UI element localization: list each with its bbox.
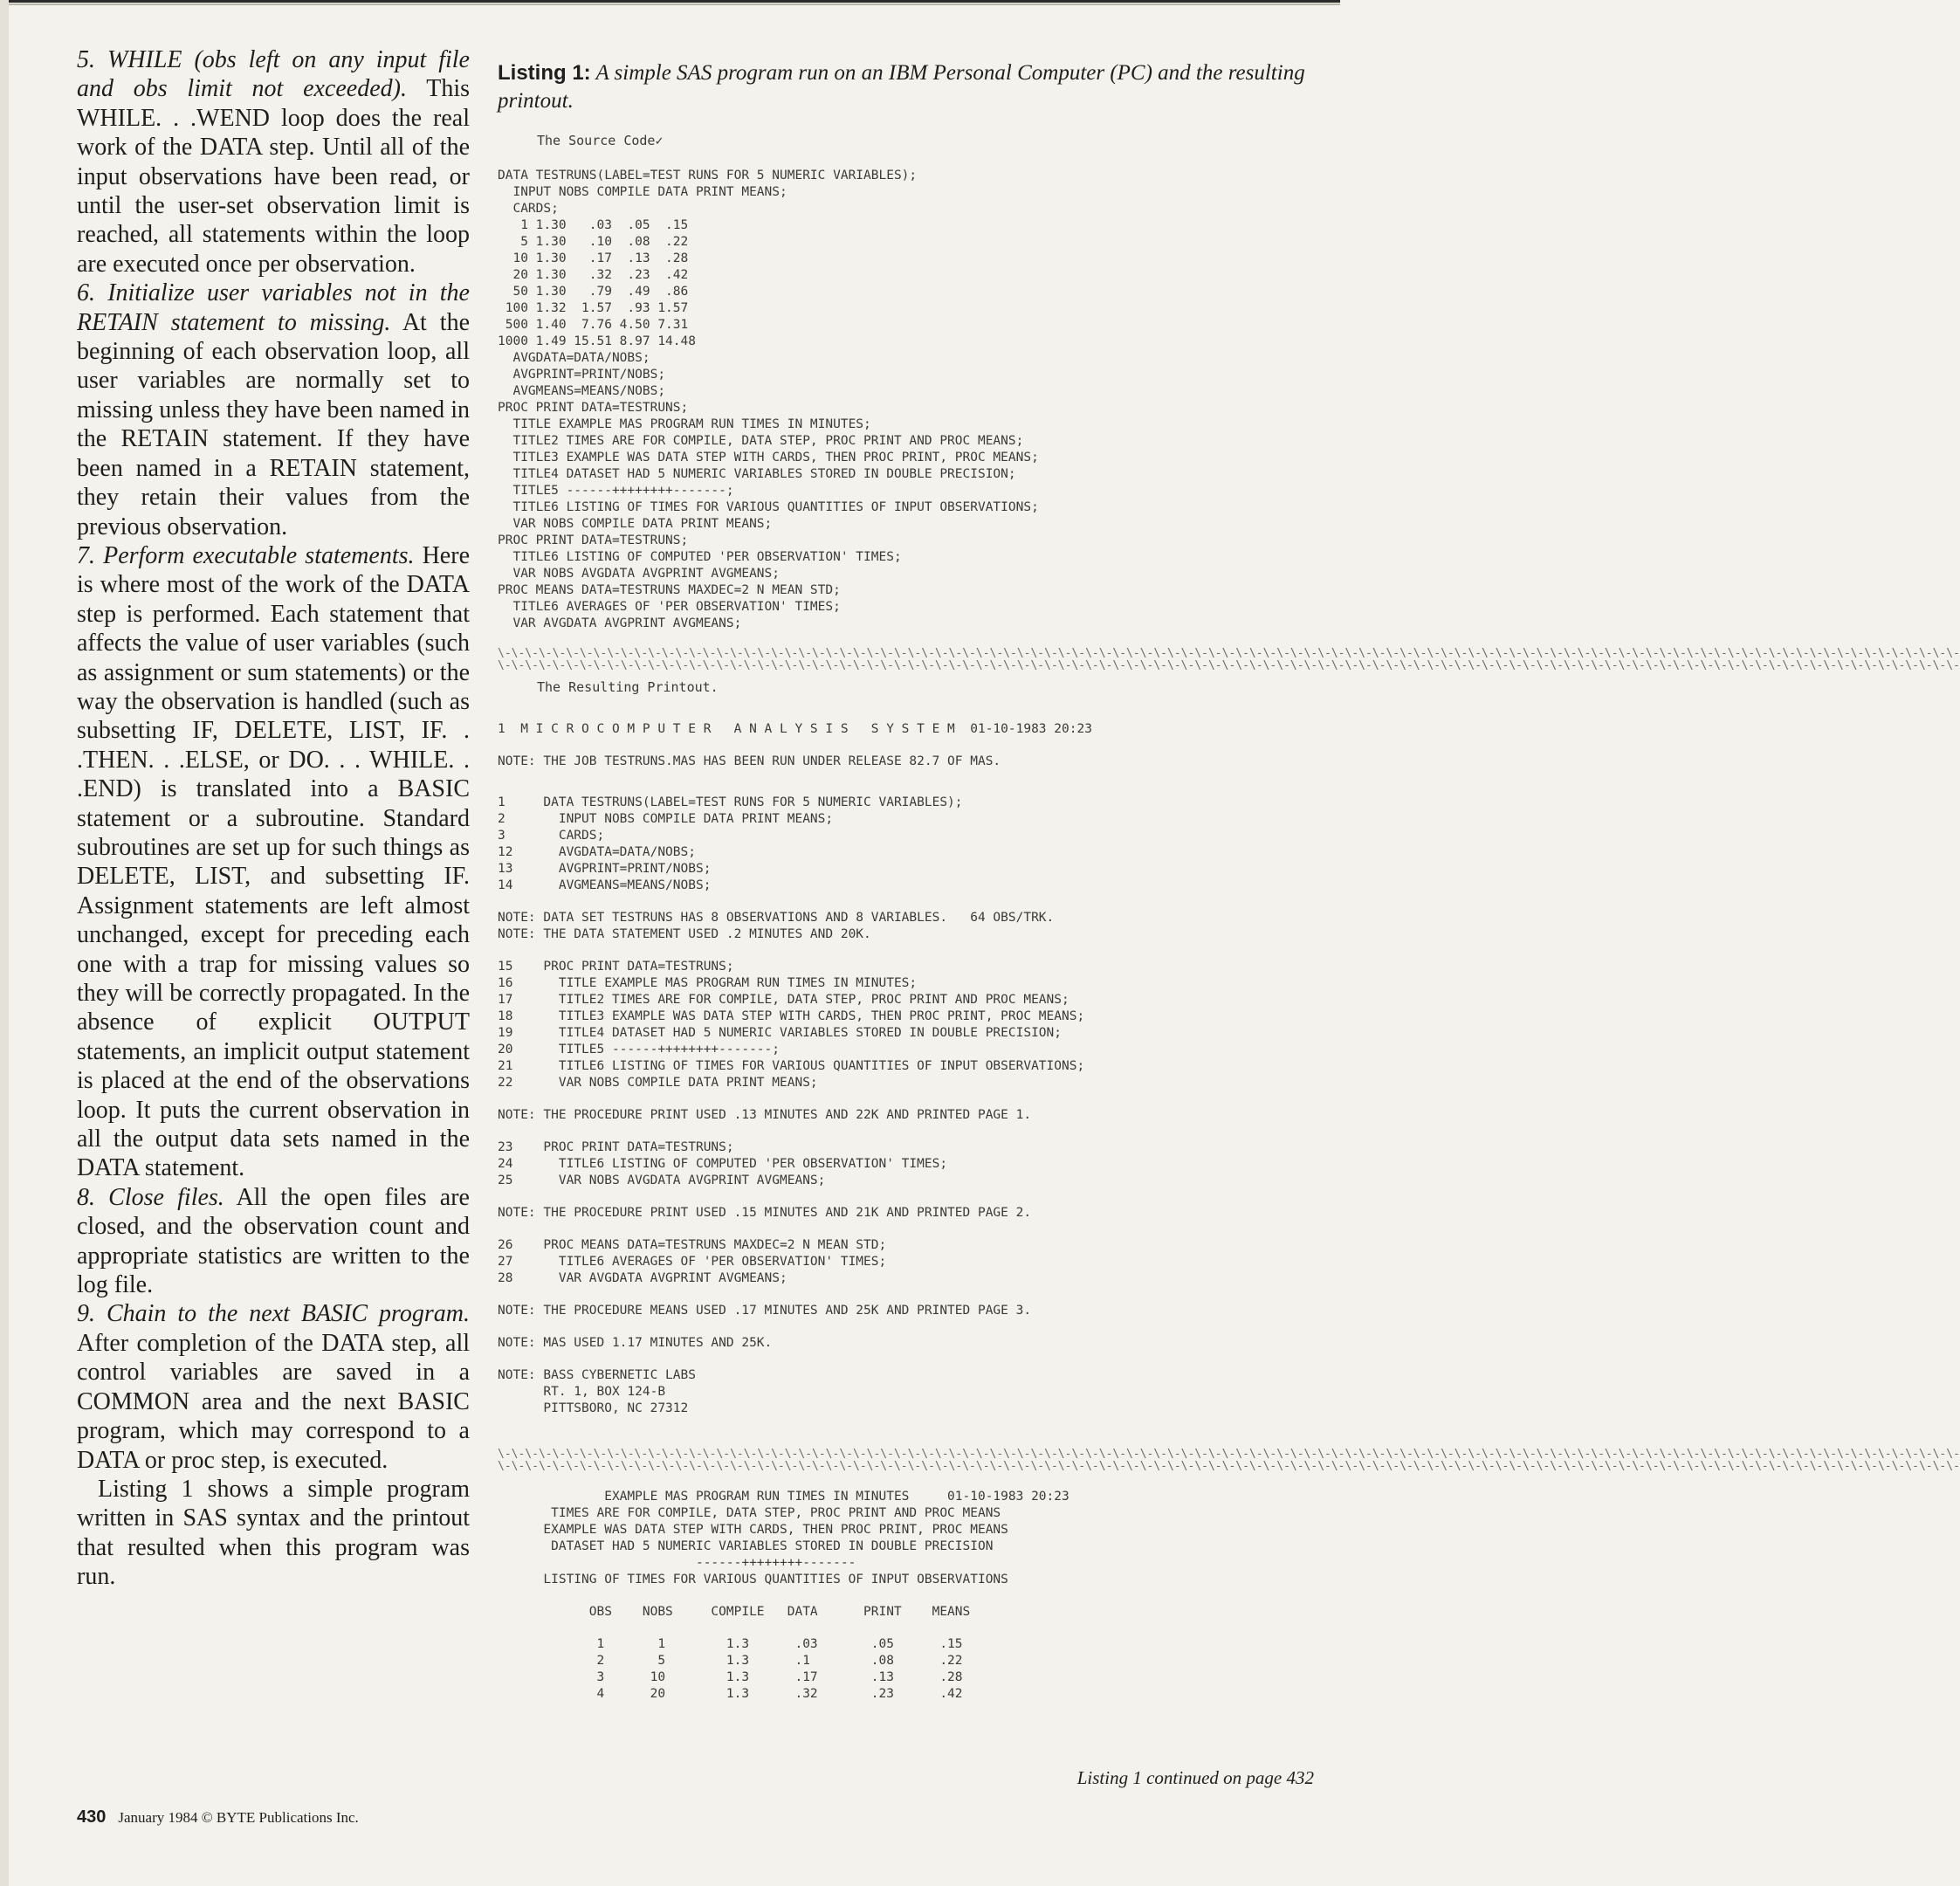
note-total: NOTE: MAS USED 1.17 MINUTES AND 25K. <box>498 1336 773 1350</box>
paragraph-6-head: 6. Initialize user variables not in the RETAIN statement to missing. <box>77 279 470 336</box>
code-line: 500 1.40 7.76 4.50 7.31 <box>498 318 689 332</box>
section-divider: \-\-\-\-\-\-\-\-\-\-\-\-\-\-\-\-\-\-\-\-\-\-\-\-\-\-\-\-\-\-\-\-\-\-\-\-\-\-\-\-\-\-\-\-\-\-\-\-\-\-\-\-\-\-\-\-\-\-\-\-\-\-\-\-\-\-\-\-\-\-\-\-\-\-\-\-\-\-\-\-\-\-\-\-\-\-\-\-\-\-\-\-\-\-\-\-\-\-\-\-\-\-\-\-\-\-\- <box>498 1460 1960 1473</box>
page-title-line: TIMES ARE FOR COMPILE, DATA STEP, PROC PRINT AND PROC MEANS <box>498 1506 1001 1520</box>
top-rule <box>0 0 1340 3</box>
table-rows <box>498 1636 1318 1703</box>
continued-note: Listing 1 continued on page 432 <box>1076 1767 1314 1788</box>
code-line: 5 1.30 .10 .08 .22 <box>498 235 689 249</box>
note-address <box>498 1367 1318 1417</box>
log-line: 20 TITLE5 ------++++++++-------; <box>498 1043 781 1057</box>
page-title-line: ------++++++++------- <box>498 1556 856 1570</box>
notes-block-1 <box>498 910 1318 943</box>
log-block-1 <box>498 795 1318 894</box>
code-line: AVGDATA=DATA/NOBS; <box>498 351 650 365</box>
paragraph-9 <box>77 1299 470 1474</box>
code-line: VAR NOBS AVGDATA AVGPRINT AVGMEANS; <box>498 567 781 581</box>
page-edge-shadow <box>0 0 9 1886</box>
log-line: 12 AVGDATA=DATA/NOBS; <box>498 845 696 859</box>
page-title-line: EXAMPLE MAS PROGRAM RUN TIMES IN MINUTES 01-10-1983 20:23 <box>498 1490 1069 1504</box>
code-line: TITLE6 LISTING OF TIMES FOR VARIOUS QUANTITIES OF INPUT OBSERVATIONS; <box>498 500 1039 514</box>
log-line: 1 DATA TESTRUNS(LABEL=TEST RUNS FOR 5 NUMERIC VARIABLES); <box>498 795 963 809</box>
log-line: 19 TITLE4 DATASET HAD 5 NUMERIC VARIABLES STORED IN DOUBLE PRECISION; <box>498 1026 1063 1040</box>
paragraph-5 <box>77 45 470 279</box>
page-footer <box>77 1807 359 1827</box>
log-line: 14 AVGMEANS=MEANS/NOBS; <box>498 878 712 892</box>
code-line: 1 1.30 .03 .05 .15 <box>498 218 689 232</box>
listing-label: Listing 1: <box>498 61 591 85</box>
paragraph-7-head: 7. Perform executable statements. <box>77 541 415 569</box>
log-line: 18 TITLE3 EXAMPLE WAS DATA STEP WITH CARDS, THEN PROC PRINT, PROC MEANS; <box>498 1009 1085 1023</box>
code-line: VAR AVGDATA AVGPRINT AVGMEANS; <box>498 616 742 630</box>
log-line: 16 TITLE EXAMPLE MAS PROGRAM RUN TIMES IN MINUTES; <box>498 976 918 990</box>
code-line: TITLE5 ------++++++++-------; <box>498 484 734 498</box>
section-divider: \-\-\-\-\-\-\-\-\-\-\-\-\-\-\-\-\-\-\-\-\-\-\-\-\-\-\-\-\-\-\-\-\-\-\-\-\-\-\-\-\-\-\-\-\-\-\-\-\-\-\-\-\-\-\-\-\-\-\-\-\-\-\-\-\-\-\-\-\-\-\-\-\-\-\-\-\-\-\-\-\-\-\-\-\-\-\-\-\-\-\-\-\-\-\-\-\-\-\-\-\-\-\-\-\-\-\- <box>498 1448 1960 1461</box>
note-line: NOTE: THE DATA STATEMENT USED .2 MINUTES AND 20K. <box>498 927 871 941</box>
code-line: PROC PRINT DATA=TESTRUNS; <box>498 533 689 547</box>
log-block-4 <box>498 1237 1318 1287</box>
log-line: 2 INPUT NOBS COMPILE DATA PRINT MEANS; <box>498 812 834 826</box>
note-block-2: NOTE: THE PROCEDURE PRINT USED .13 MINUTES AND 22K AND PRINTED PAGE 1. <box>498 1108 1032 1122</box>
printout-title: 1 M I C R O C O M P U T E R A N A L Y S I S S Y S T E M 01-10-1983 20:23 <box>498 722 1092 736</box>
printout-header: The Resulting Printout. <box>537 679 719 695</box>
table-row: 1 1 1.3 .03 .05 .15 <box>498 1637 963 1651</box>
log-block-3 <box>498 1139 1318 1189</box>
top-edge <box>0 3 1340 5</box>
log-line: 27 TITLE6 AVERAGES OF 'PER OBSERVATION' TIMES; <box>498 1255 887 1269</box>
log-line: 21 TITLE6 LISTING OF TIMES FOR VARIOUS QUANTITIES OF INPUT OBSERVATIONS; <box>498 1059 1085 1073</box>
log-line: 28 VAR AVGDATA AVGPRINT AVGMEANS; <box>498 1271 787 1285</box>
code-line: 10 1.30 .17 .13 .28 <box>498 251 689 265</box>
note-job: NOTE: THE JOB TESTRUNS.MAS HAS BEEN RUN UNDER RELEASE 82.7 OF MAS. <box>498 754 1001 768</box>
log-line: 13 AVGPRINT=PRINT/NOBS; <box>498 862 712 876</box>
page-title-line: EXAMPLE WAS DATA STEP WITH CARDS, THEN PROC PRINT, PROC MEANS <box>498 1523 1008 1537</box>
log-line: 24 TITLE6 LISTING OF COMPUTED 'PER OBSERVATION' TIMES; <box>498 1157 948 1171</box>
table-row: 2 5 1.3 .1 .08 .22 <box>498 1654 963 1668</box>
paragraph-6 <box>77 279 470 541</box>
code-line: TITLE EXAMPLE MAS PROGRAM RUN TIMES IN MINUTES; <box>498 417 871 431</box>
note-block-4: NOTE: THE PROCEDURE MEANS USED .17 MINUTES AND 25K AND PRINTED PAGE 3. <box>498 1304 1032 1318</box>
paragraph-6-body: At the beginning of each observation loop, all user variables are normally set to missing unless they have been named in the RETAIN statement. If they have been named in a RETAIN statement, they retain their values from the previous observation. <box>77 308 470 540</box>
code-line: PROC PRINT DATA=TESTRUNS; <box>498 401 689 415</box>
address-line: NOTE: BASS CYBERNETIC LABS <box>498 1368 696 1382</box>
code-line: CARDS; <box>498 202 559 216</box>
paragraph-7-body: Here is where most of the work of the DATA step is performed. Each statement that affects the value of user variables (such as assignment or sum statements) or the way the observation is handled (such as subsetting IF, DELETE, LIST, IF. . .THEN. . .ELSE, or DO. . . WHILE. . .END) is translated into a BASIC statement or a subroutine. Standard subroutines are set up for such things as DELETE, LIST, and subsetting IF. Assignment statements are left almost unchanged, except for preceding each one with a trap for missing values so they will be correctly propagated. In the absence of explicit OUTPUT statements, an implicit output statement is placed at the end of the observations loop. It puts the current observation in all the output data sets named in the DATA statement. <box>77 541 470 1182</box>
code-line: TITLE6 LISTING OF COMPUTED 'PER OBSERVATION' TIMES; <box>498 550 902 564</box>
log-line: 17 TITLE2 TIMES ARE FOR COMPILE, DATA STEP, PROC PRINT AND PROC MEANS; <box>498 993 1069 1007</box>
code-line: TITLE2 TIMES ARE FOR COMPILE, DATA STEP, PROC PRINT AND PROC MEANS; <box>498 434 1024 448</box>
paragraph-7 <box>77 541 470 1183</box>
code-line: TITLE6 AVERAGES OF 'PER OBSERVATION' TIMES; <box>498 600 841 614</box>
closing-paragraph: Listing 1 shows a simple program written in SAS syntax and the printout that resulted when this program was run. <box>77 1475 470 1591</box>
log-line: 23 PROC PRINT DATA=TESTRUNS; <box>498 1140 734 1154</box>
paragraph-8-head: 8. Close files. <box>77 1183 224 1211</box>
log-line: 3 CARDS; <box>498 829 605 843</box>
log-line: 26 PROC MEANS DATA=TESTRUNS MAXDEC=2 N MEAN STD; <box>498 1238 887 1252</box>
table-row: 4 20 1.3 .32 .23 .42 <box>498 1687 963 1701</box>
code-line: AVGPRINT=PRINT/NOBS; <box>498 368 666 382</box>
paragraph-8-body: All the open files are closed, and the observation count and appropriate statistics are written to the log file. <box>77 1183 470 1299</box>
code-line: 50 1.30 .79 .49 .86 <box>498 285 689 299</box>
code-line: DATA TESTRUNS(LABEL=TEST RUNS FOR 5 NUMERIC VARIABLES); <box>498 169 918 182</box>
page-titles <box>498 1489 1318 1588</box>
paragraph-9-head: 9. Chain to the next BASIC program. <box>77 1300 470 1328</box>
code-line: TITLE4 DATASET HAD 5 NUMERIC VARIABLES STORED IN DOUBLE PRECISION; <box>498 467 1016 481</box>
paragraph-9-body: After completion of the DATA step, all control variables are saved in a COMMON area and the next BASIC program, which may correspond to a DATA or proc step, is executed. <box>77 1329 470 1474</box>
section-divider: \-\-\-\-\-\-\-\-\-\-\-\-\-\-\-\-\-\-\-\-\-\-\-\-\-\-\-\-\-\-\-\-\-\-\-\-\-\-\-\-\-\-\-\-\-\-\-\-\-\-\-\-\-\-\-\-\-\-\-\-\-\-\-\-\-\-\-\-\-\-\-\-\-\-\-\-\-\-\-\-\-\-\-\-\-\-\-\-\-\-\-\-\-\-\-\-\-\-\-\-\-\-\-\-\-\-\- <box>498 659 1960 672</box>
page-title-line: LISTING OF TIMES FOR VARIOUS QUANTITIES OF INPUT OBSERVATIONS <box>498 1573 1008 1587</box>
code-line: 100 1.32 1.57 .93 1.57 <box>498 301 689 315</box>
log-line: 15 PROC PRINT DATA=TESTRUNS; <box>498 960 734 974</box>
paragraph-5-body: This WHILE. . .WEND loop does the real work of the DATA step. Until all of the input observations have been read, or until the user-set observation limit is reached, all statements within the loop are executed once per observation. <box>77 75 471 278</box>
code-line: 1000 1.49 15.51 8.97 14.48 <box>498 334 696 348</box>
code-line: INPUT NOBS COMPILE DATA PRINT MEANS; <box>498 185 787 199</box>
paragraph-5-head: 5. WHILE (obs left on any input file and obs limit not exceeded). <box>77 46 470 103</box>
note-block-3: NOTE: THE PROCEDURE PRINT USED .15 MINUTES AND 21K AND PRINTED PAGE 2. <box>498 1206 1032 1220</box>
listing-caption <box>498 59 1318 115</box>
log-line: 22 VAR NOBS COMPILE DATA PRINT MEANS; <box>498 1076 818 1090</box>
code-line: VAR NOBS COMPILE DATA PRINT MEANS; <box>498 517 773 531</box>
address-line: RT. 1, BOX 124-B <box>498 1385 666 1399</box>
table-header: OBS NOBS COMPILE DATA PRINT MEANS <box>498 1605 971 1619</box>
source-code <box>498 168 1318 632</box>
code-line: 20 1.30 .32 .23 .42 <box>498 268 689 282</box>
source-code-header: The Source Code✓ <box>537 133 664 148</box>
page-number: 430 <box>77 1807 107 1827</box>
listing-1 <box>498 59 1960 1703</box>
article-body <box>77 45 470 1592</box>
footer-credit: January 1984 © BYTE Publications Inc. <box>118 1809 359 1826</box>
page-title-line: DATASET HAD 5 NUMERIC VARIABLES STORED IN DOUBLE PRECISION <box>498 1539 994 1553</box>
paragraph-8 <box>77 1183 470 1300</box>
note-line: NOTE: DATA SET TESTRUNS HAS 8 OBSERVATIONS AND 8 VARIABLES. 64 OBS/TRK. <box>498 911 1055 925</box>
log-line: 25 VAR NOBS AVGDATA AVGPRINT AVGMEANS; <box>498 1174 826 1187</box>
log-block-2 <box>498 959 1318 1091</box>
code-line: TITLE3 EXAMPLE WAS DATA STEP WITH CARDS, THEN PROC PRINT, PROC MEANS; <box>498 451 1039 465</box>
table-row: 3 10 1.3 .17 .13 .28 <box>498 1670 963 1684</box>
code-line: AVGMEANS=MEANS/NOBS; <box>498 384 666 398</box>
address-line: PITTSBORO, NC 27312 <box>498 1401 689 1415</box>
listing-caption-text: A simple SAS program run on an IBM Personal Computer (PC) and the resulting printout. <box>498 61 1305 113</box>
code-line: PROC MEANS DATA=TESTRUNS MAXDEC=2 N MEAN STD; <box>498 583 841 597</box>
section-divider: \-\-\-\-\-\-\-\-\-\-\-\-\-\-\-\-\-\-\-\-\-\-\-\-\-\-\-\-\-\-\-\-\-\-\-\-\-\-\-\-\-\-\-\-\-\-\-\-\-\-\-\-\-\-\-\-\-\-\-\-\-\-\-\-\-\-\-\-\-\-\-\-\-\-\-\-\-\-\-\-\-\-\-\-\-\-\-\-\-\-\-\-\-\-\-\-\-\-\-\-\-\-\-\-\-\-\- <box>498 647 1960 660</box>
